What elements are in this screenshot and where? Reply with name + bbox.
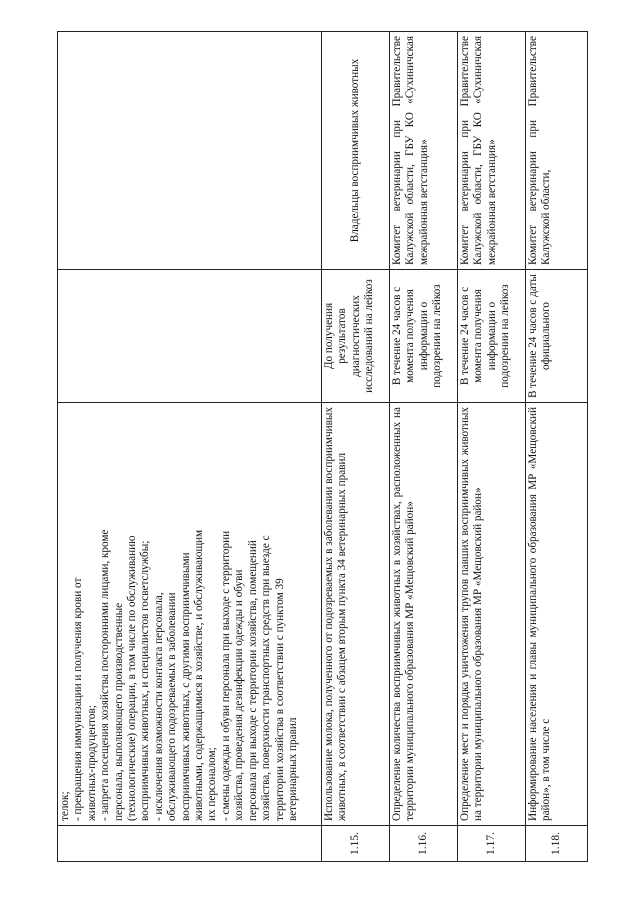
- measure-line: восприимчивых животных, с другими восприимчивыми: [179, 552, 192, 821]
- measure-cell: Использование молока, полученного от подозреваемых в заболевании восприимчивых животных, в соответствии с абзацем вторым пункта 34 ветеринарных правил: [322, 403, 390, 826]
- responsible-cell: [58, 32, 322, 270]
- row-number: [58, 826, 322, 862]
- measure-line: их персоналом;: [206, 747, 219, 821]
- term-cell: В течение 24 часов с даты официального: [526, 270, 588, 403]
- measure-line: - исключения возможности контакта персонала,: [152, 592, 165, 821]
- measure-cell: Определение количества восприимчивых животных в хозяйствах, расположенных на территории муниципального образования МР «Мещовский район»: [390, 403, 458, 826]
- term-cell: До получения результатов диагностических исследований на лейкоз: [322, 270, 390, 403]
- measure-line: животными, содержащимися в хозяйстве, и обслуживающим: [193, 529, 206, 821]
- measures-table: [57, 31, 588, 862]
- term-cell: В течение 24 часов с момента получения информации о подозрении на лейкоз: [458, 270, 526, 403]
- responsible-cell: Владельцы восприимчивых животных: [322, 32, 390, 270]
- row-number: 1.16.: [390, 826, 458, 862]
- measure-line: - смены одежды и обуви персонала при выходе с территории: [219, 530, 232, 821]
- measure-line: хозяйства, поверхности транспортных средств при выезде с: [260, 535, 273, 821]
- measure-line: - запрета посещения хозяйства посторонними лицами, кроме: [99, 529, 112, 821]
- measure-line: ветеринарных правил: [286, 717, 299, 821]
- measure-line: хозяйства, проведения дезинфекции одежды и обуви: [233, 569, 246, 821]
- measure-line: - прекращения иммунизации и получения крови от: [72, 577, 85, 821]
- row-number: 1.17.: [458, 826, 526, 862]
- table-row: [58, 32, 322, 862]
- measure-line: персонала, выполняющего производственные: [112, 602, 125, 821]
- measure-cell: Определение мест и порядка уничтожения трупов павших восприимчивых животных на территории муниципального образования МР «Мещовский район»: [458, 403, 526, 826]
- table-row: [526, 32, 588, 862]
- term-cell: В течение 24 часов с момента получения информации о подозрении на лейкоз: [390, 270, 458, 403]
- measure-line: (технологические) операции, в том числе по обслуживанию: [126, 535, 139, 821]
- measure-cell: Информирование населения и главы муниципального образования МР «Мещовский район», в том числе с: [526, 403, 588, 826]
- row-number: 1.15.: [322, 826, 390, 862]
- table-row: [322, 32, 390, 862]
- responsible-cell: Комитет ветеринарии при Правительстве Калужской области,: [526, 32, 588, 270]
- measure-cell: [58, 403, 322, 826]
- measure-line: территории хозяйства в соответствии с пунктом 39: [273, 578, 286, 821]
- row-number: 1.18.: [526, 826, 588, 862]
- measure-line: восприимчивых животных, и специалистов госветслужбы;: [139, 540, 152, 821]
- measure-line: обслуживающего подозреваемых в заболевании: [166, 592, 179, 821]
- measure-line: животных-продуцентов;: [85, 705, 98, 821]
- rotated-table-container: [57, 32, 587, 862]
- table-row: [390, 32, 458, 862]
- responsible-cell: Комитет ветеринарии при Правительстве Калужской области, ГБУ КО «Сухиничская межрайонная ветстанция»: [458, 32, 526, 270]
- responsible-cell: Комитет ветеринарии при Правительстве Калужской области, ГБУ КО «Сухиничская межрайонная ветстанция»: [390, 32, 458, 270]
- term-cell: [58, 270, 322, 403]
- measure-line: телок;: [59, 791, 71, 821]
- measure-line: персонала при выходе с территории хозяйства, помещений: [246, 540, 259, 821]
- table-row: [458, 32, 526, 862]
